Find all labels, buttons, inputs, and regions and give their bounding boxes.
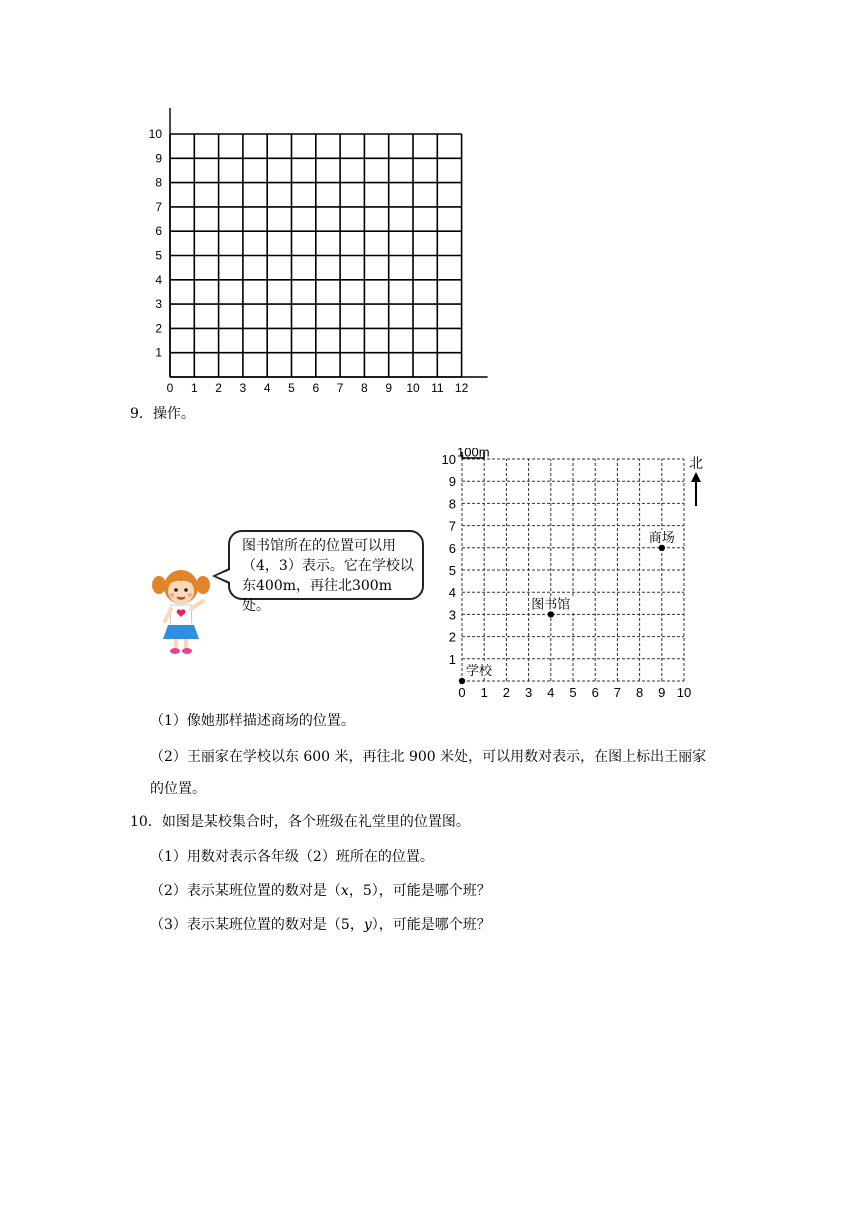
q10-sub1: （1）用数对表示各年级（2）班所在的位置。 [150,849,434,865]
girl-illustration [150,565,212,657]
map-y-tick-label: 4 [448,585,456,601]
map-y-tick-label: 9 [448,474,456,490]
q10-sub3 [150,914,491,934]
map-x-tick-label: 8 [635,685,644,700]
map-x-tick-label: 9 [658,685,666,700]
q10-sub2-post: ，5），可能是哪个班？ [348,883,491,899]
y-tick-label: 3 [155,297,162,312]
library-label: 图书馆 [531,596,571,612]
map-y-tick-label: 5 [448,563,456,578]
map-y-tick-label: 10 [441,452,456,467]
school-point [459,678,465,684]
map-x-tick-label: 6 [591,685,599,700]
q9-sub2-line1: （2）王丽家在学校以东 600 米，再往北 900 米处，可以用数对表示，在图上标出王丽家 [150,749,707,765]
q10-sub2 [150,880,491,900]
x-tick-label: 3 [239,381,247,395]
map-y-tick-label: 2 [448,629,456,645]
speech-bubble-tail-inner [216,570,230,582]
q9-sub1: （1）像她那样描述商场的位置。 [150,713,355,729]
x-tick-label: 0 [166,381,174,395]
scale-label: 100m [457,448,490,460]
question-10-title: 10．如图是某校集合时，各个班级在礼堂里的位置图。 [130,814,470,830]
x-tick-label: 12 [454,381,469,395]
x-tick-label: 11 [431,381,444,395]
x-tick-label: 8 [361,381,368,395]
map-y-tick-label: 8 [448,496,456,512]
y-tick-label: 10 [148,127,162,141]
y-tick-label: 5 [155,248,162,263]
speech-line-3: 东400m，再往北300m处。 [242,578,392,614]
map-x-tick-label: 0 [458,685,466,700]
x-tick-label: 2 [215,381,222,395]
position-map [440,448,720,708]
q10-sub2-pre: （2）表示某班位置的数对是（ [150,883,341,899]
map-y-tick-label: 6 [448,540,456,556]
x-tick-label: 7 [336,381,344,395]
mall-label: 商场 [648,529,675,545]
map-x-tick-label: 2 [502,685,511,700]
y-tick-label: 8 [155,175,162,190]
q9-sub2-line2: 的位置。 [150,781,206,797]
speech-line-1: 图书馆所在的位置可以用 [242,538,396,554]
map-x-tick-label: 7 [613,685,622,700]
north-arrowhead-icon [691,472,701,482]
map-y-tick-label: 1 [448,651,456,667]
map-x-tick-label: 1 [480,685,488,700]
x-tick-label: 9 [385,381,393,395]
x-tick-label: 4 [263,381,271,395]
q10-sub2-var: x [340,883,349,899]
map-x-tick-label: 5 [569,685,577,700]
y-tick-label: 6 [155,224,162,239]
x-tick-label: 6 [312,381,320,395]
library-point [548,611,554,617]
y-tick-label: 4 [155,272,162,287]
speech-bubble [228,530,424,614]
q10-sub3-post: ），可能是哪个班？ [371,917,491,933]
map-x-tick-label: 10 [676,685,692,700]
question-9-title: 9．操作。 [130,406,195,422]
y-tick-label: 7 [155,199,162,214]
map-x-tick-label: 3 [524,685,533,700]
speech-line-2: （4，3）表示。它在学校以 [242,558,414,574]
q10-sub3-pre: （3）表示某班位置的数对是（5， [150,917,364,933]
y-tick-label: 1 [155,345,162,360]
map-y-tick-label: 7 [448,518,456,534]
y-tick-label: 9 [155,151,162,166]
x-tick-label: 10 [406,381,420,395]
school-label: 学校 [466,663,493,678]
map-y-tick-label: 3 [448,607,456,623]
coordinate-grid-12x10 [140,100,500,400]
x-tick-label: 5 [288,381,295,395]
map-x-tick-label: 4 [547,685,555,700]
mall-point [659,545,665,551]
q10-sub3-var: y [363,917,372,933]
north-label: 北 [689,455,703,471]
y-tick-label: 2 [155,321,162,336]
x-tick-label: 1 [190,381,198,395]
